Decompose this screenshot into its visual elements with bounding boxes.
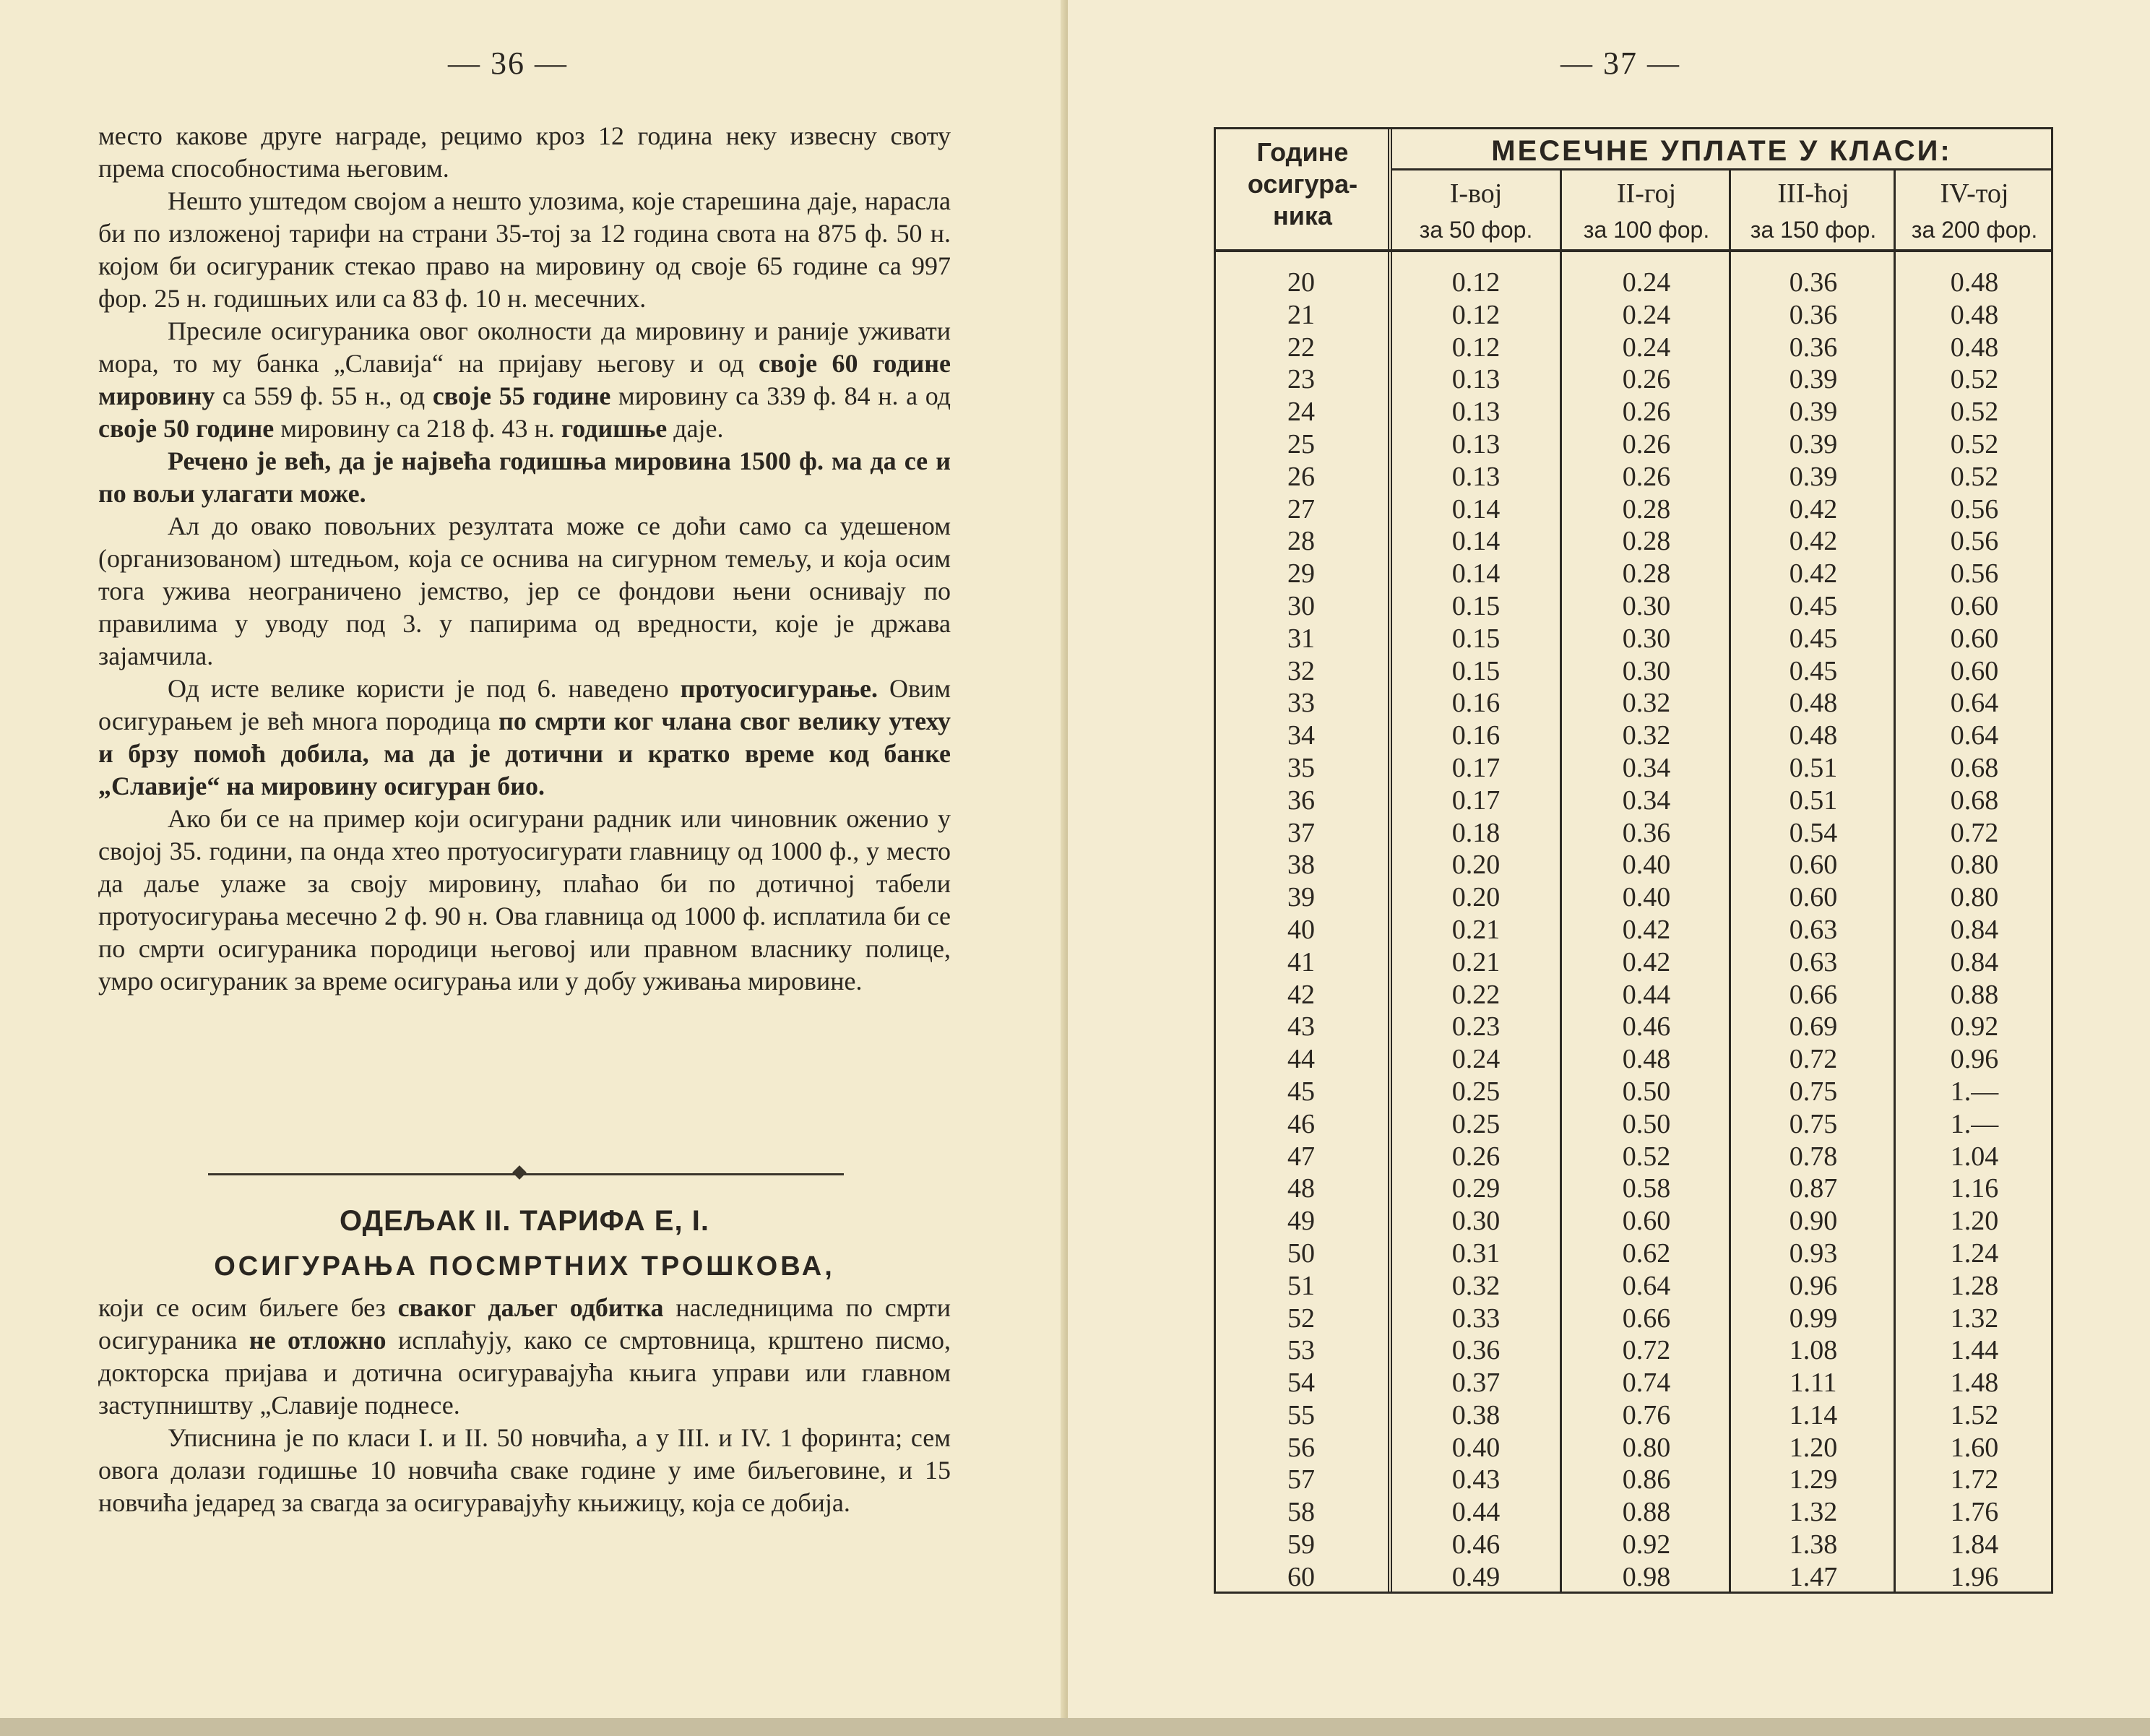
header-bottom-rule <box>1216 249 2051 252</box>
premium-cell: 0.31 <box>1451 1238 1501 1269</box>
column-header-class-4: IV-тој за 200 фор. <box>1911 178 2038 243</box>
premium-cell: 0.64 <box>1950 720 1999 751</box>
age-cell: 25 <box>1287 428 1315 459</box>
premium-cell: 0.36 <box>1789 267 1838 298</box>
premium-cell: 0.39 <box>1789 461 1838 492</box>
premium-cell: 0.52 <box>1950 397 1999 428</box>
premium-cell: 0.98 <box>1622 1561 1671 1592</box>
body-text-bottom <box>98 1292 951 1519</box>
premium-cell: 0.56 <box>1950 526 1999 557</box>
premium-cell: 0.96 <box>1950 1044 1999 1075</box>
premium-cell: 0.99 <box>1789 1303 1838 1334</box>
age-cell: 33 <box>1287 688 1315 719</box>
premium-cell: 1.48 <box>1950 1368 1999 1399</box>
premium-cell: 0.60 <box>1622 1206 1671 1237</box>
premium-cell: 0.17 <box>1451 785 1501 816</box>
premium-cell: 1.— <box>1950 1076 1999 1107</box>
premium-cell: 0.39 <box>1789 364 1838 395</box>
premium-cell: 0.26 <box>1622 461 1671 492</box>
text-run: Уписнина је по класи I. и II. 50 новчића, а у III. и IV. 1 форинта; сем овога долази годишње 10 новчића сваке године у име биљеговине, и 15 новчића једаред за свагда за осигуравајућу књижицу, која се добија. <box>98 1423 951 1517</box>
age-cell: 48 <box>1287 1173 1315 1204</box>
premium-cell: 0.88 <box>1950 979 1999 1010</box>
premium-cell: 0.32 <box>1622 688 1671 719</box>
premium-cell: 0.52 <box>1950 428 1999 459</box>
premium-cell: 0.21 <box>1451 946 1501 977</box>
premium-cell: 0.28 <box>1622 526 1671 557</box>
text-run: мировину са 218 ф. 43 н. <box>274 414 561 443</box>
premium-cell: 0.45 <box>1789 590 1838 621</box>
text-run: Овим осигурањем је већ многа породица <box>98 674 951 735</box>
premium-cell: 0.74 <box>1622 1368 1671 1399</box>
age-cell: 56 <box>1287 1432 1315 1463</box>
premium-cell: 0.32 <box>1622 720 1671 751</box>
premium-cell: 0.29 <box>1451 1173 1501 1204</box>
age-cell: 52 <box>1287 1303 1315 1334</box>
premium-cell: 1.52 <box>1950 1399 1999 1430</box>
age-cell: 22 <box>1287 332 1315 363</box>
body-text-top <box>98 120 951 998</box>
premium-cell: 0.39 <box>1789 397 1838 428</box>
premium-cell: 0.30 <box>1622 655 1671 686</box>
text-run: Пресиле осигураника овог околности да мировину и раније уживати мора, то му банка „Славија“ на пријаву његову и од <box>98 316 951 378</box>
paragraph <box>98 185 951 315</box>
premium-cell: 0.75 <box>1789 1076 1838 1107</box>
premium-cell: 0.40 <box>1622 882 1671 913</box>
premium-cell: 0.26 <box>1622 364 1671 395</box>
years-header: Године осигура- ника <box>1247 137 1358 230</box>
age-cell: 35 <box>1287 752 1315 783</box>
text-run: наследницима по смрти осигураника <box>98 1293 951 1355</box>
bold-text: своје 60 године мировину <box>98 349 951 410</box>
premium-cell: 0.26 <box>1622 397 1671 428</box>
premium-cell: 0.80 <box>1950 850 1999 881</box>
text-run: Ал до овако повољних резултата може се доћи само са удешеном (организованом) штедњом, која се оснива на сигурном темељу, и која осим тога ужива неограничено јемство, јер се фондови њени оснивају по правилима у уводу под 3. у папирима од вредности, које је држава зајамчила. <box>98 511 951 670</box>
premium-cell: 0.69 <box>1789 1011 1838 1042</box>
premium-cell: 0.60 <box>1789 882 1838 913</box>
premium-cell: 1.32 <box>1789 1497 1838 1528</box>
age-cell: 26 <box>1287 461 1315 492</box>
premium-cell: 0.30 <box>1451 1206 1501 1237</box>
age-cell: 45 <box>1287 1076 1315 1107</box>
age-cell: 32 <box>1287 655 1315 686</box>
premium-cell: 0.56 <box>1950 493 1999 524</box>
age-cell: 29 <box>1287 558 1315 590</box>
age-cell: 38 <box>1287 850 1315 881</box>
age-cell: 47 <box>1287 1141 1315 1172</box>
paragraph <box>98 1422 951 1519</box>
bold-text: Речено је већ, да је највећа годишња мировина 1500 ф. ма да се и по вољи улагати може. <box>98 446 951 508</box>
premium-cell: 0.80 <box>1950 882 1999 913</box>
premium-cell: 1.20 <box>1789 1432 1838 1463</box>
premium-cell: 0.66 <box>1622 1303 1671 1334</box>
premium-cell: 0.14 <box>1451 493 1501 524</box>
premium-cell: 1.96 <box>1950 1561 1999 1592</box>
premium-cell: 1.32 <box>1950 1303 1999 1334</box>
premium-cell: 0.36 <box>1622 817 1671 848</box>
premium-cell: 0.45 <box>1789 655 1838 686</box>
age-cell: 43 <box>1287 1011 1315 1042</box>
paragraph <box>98 445 951 510</box>
premium-cell: 0.64 <box>1622 1270 1671 1301</box>
premium-cell: 0.48 <box>1789 720 1838 751</box>
premium-cell: 0.72 <box>1622 1335 1671 1366</box>
section-subtitle: ОСИГУРАЊА ПОСМРТНИХ ТРОШКОВА, <box>214 1251 835 1282</box>
divider-ornament-icon <box>512 1165 527 1180</box>
page-number-left: — 36 — <box>448 46 568 81</box>
premium-cell: 0.51 <box>1789 752 1838 783</box>
premium-cell: 0.50 <box>1622 1076 1671 1107</box>
premium-cell: 0.52 <box>1950 364 1999 395</box>
premium-cell: 0.45 <box>1789 623 1838 654</box>
column-header-class-1: I-вој за 50 фор. <box>1419 178 1533 243</box>
premium-cell: 0.24 <box>1622 299 1671 330</box>
premium-cell: 1.44 <box>1950 1335 1999 1366</box>
premium-cell: 0.15 <box>1451 623 1501 654</box>
premium-cell: 0.33 <box>1451 1303 1501 1334</box>
bold-text: своје 55 године <box>432 381 611 410</box>
premium-cell: 0.42 <box>1622 946 1671 977</box>
premium-cell: 0.13 <box>1451 397 1501 428</box>
age-cell: 21 <box>1287 299 1315 330</box>
premium-cell: 0.78 <box>1789 1141 1838 1172</box>
premium-cell: 0.13 <box>1451 461 1501 492</box>
premium-cell: 0.24 <box>1622 332 1671 363</box>
premium-cell: 0.39 <box>1789 428 1838 459</box>
premium-cell: 0.96 <box>1789 1270 1838 1301</box>
premium-cell: 1.47 <box>1789 1561 1838 1592</box>
premium-cell: 0.40 <box>1622 850 1671 881</box>
header-rule <box>1392 168 2051 170</box>
premium-cell: 0.42 <box>1789 558 1838 590</box>
premium-cell: 0.20 <box>1451 882 1501 913</box>
premium-cell: 0.60 <box>1950 623 1999 654</box>
column-divider <box>1894 168 1896 1592</box>
premium-cell: 1.28 <box>1950 1270 1999 1301</box>
class-1-column <box>1392 267 1560 1594</box>
text-run: мировину са 339 ф. 84 н. а од <box>610 381 951 410</box>
premium-cell: 0.16 <box>1451 688 1501 719</box>
premium-cell: 0.50 <box>1622 1108 1671 1139</box>
premium-cell: 0.92 <box>1622 1529 1671 1560</box>
premium-cell: 0.26 <box>1622 428 1671 459</box>
premium-cell: 0.52 <box>1950 461 1999 492</box>
premium-cell: 1.38 <box>1789 1529 1838 1560</box>
premium-cell: 0.42 <box>1789 493 1838 524</box>
premium-cell: 0.76 <box>1622 1399 1671 1430</box>
premium-cell: 0.60 <box>1789 850 1838 881</box>
premium-cell: 0.48 <box>1950 267 1999 298</box>
premium-cell: 0.46 <box>1451 1529 1501 1560</box>
text-run: место какове друге награде, рецимо кроз 12 година неку извесну своту према способностима његовим. <box>98 121 951 183</box>
bold-text: по смрти ког члана свог велику утеху и брзу помоћ добила, ма да је дотични и кратко време код банке „Славије“ на мировину осигуран био. <box>98 707 951 800</box>
premium-cell: 0.37 <box>1451 1368 1501 1399</box>
premium-cell: 0.40 <box>1451 1432 1501 1463</box>
premium-cell: 0.48 <box>1950 332 1999 363</box>
age-cell: 27 <box>1287 493 1315 524</box>
paragraph <box>98 120 951 185</box>
age-cell: 40 <box>1287 914 1315 945</box>
premium-cell: 1.29 <box>1789 1464 1838 1495</box>
premium-cell: 0.34 <box>1622 752 1671 783</box>
premium-cell: 0.36 <box>1789 332 1838 363</box>
premium-cell: 0.90 <box>1789 1206 1838 1237</box>
premium-cell: 0.60 <box>1950 590 1999 621</box>
text-run: који се осим биљеге без <box>98 1293 398 1322</box>
premium-cell: 0.84 <box>1950 946 1999 977</box>
class-2-column <box>1564 267 1729 1594</box>
text-run: са 559 ф. 55 н., од <box>215 381 433 410</box>
premium-table <box>1214 127 2053 1594</box>
paragraph <box>98 315 951 445</box>
premium-cell: 0.32 <box>1451 1270 1501 1301</box>
premium-cell: 0.30 <box>1622 590 1671 621</box>
column-header-class-3: III-ћој за 150 фор. <box>1750 178 1877 243</box>
premium-cell: 0.84 <box>1950 914 1999 945</box>
premium-cell: 0.38 <box>1451 1399 1501 1430</box>
age-cell: 41 <box>1287 946 1315 977</box>
age-cell: 60 <box>1287 1561 1315 1592</box>
age-cell: 23 <box>1287 364 1315 395</box>
premium-cell: 0.12 <box>1451 267 1501 298</box>
bold-text: протуосигурање. <box>680 674 878 703</box>
book-bottom-edge <box>0 1718 2150 1736</box>
premium-cell: 0.62 <box>1622 1238 1671 1269</box>
premium-cell: 0.68 <box>1950 752 1999 783</box>
premium-cell: 1.11 <box>1789 1368 1837 1399</box>
premium-cell: 0.20 <box>1451 850 1501 881</box>
premium-cell: 0.86 <box>1622 1464 1671 1495</box>
premium-cell: 0.15 <box>1451 655 1501 686</box>
premium-cell: 0.60 <box>1950 655 1999 686</box>
premium-cell: 1.16 <box>1950 1173 1999 1204</box>
premium-cell: 0.63 <box>1789 946 1838 977</box>
text-run: Ако би се на пример који осигурани радник или чиновник оженио у својој 35. години, па онда хтео протуосигурати главницу од 1000 ф., у место да даље улаже за своју мировину, плаћао би по дотичној табели протуосигурања месечно 2 ф. 90 н. Ова главница од 1000 ф. исплатила би се по смрти осигураника породици његовој или правном власнику полице, умро осигураник за време осигурања или у добу уживања мировине. <box>98 804 951 996</box>
bold-text: сваког даљег одбитка <box>397 1293 664 1322</box>
premium-cell: 1.24 <box>1950 1238 1999 1269</box>
premium-cell: 0.21 <box>1451 914 1501 945</box>
age-cell: 20 <box>1287 267 1315 298</box>
premium-cell: 1.08 <box>1789 1335 1838 1366</box>
premium-cell: 0.46 <box>1622 1011 1671 1042</box>
paragraph <box>98 803 951 998</box>
bold-text: своје 50 године <box>98 414 275 443</box>
premium-cell: 0.28 <box>1622 558 1671 590</box>
premium-cell: 0.26 <box>1451 1141 1501 1172</box>
premium-cell: 0.92 <box>1950 1011 1999 1042</box>
premium-cell: 0.63 <box>1789 914 1838 945</box>
text-run: даје. <box>667 414 724 443</box>
premium-cell: 0.42 <box>1622 914 1671 945</box>
premium-cell: 0.36 <box>1789 299 1838 330</box>
premium-cell: 0.54 <box>1789 817 1838 848</box>
premium-cell: 0.42 <box>1789 526 1838 557</box>
age-cell: 28 <box>1287 526 1315 557</box>
age-cell: 44 <box>1287 1044 1315 1075</box>
column-header-class-2: II-гој за 100 фор. <box>1583 178 1710 243</box>
premium-cell: 0.14 <box>1451 558 1501 590</box>
paragraph <box>98 673 951 803</box>
premium-cell: 0.64 <box>1950 688 1999 719</box>
text-run: исплаћују, како се смртовница, крштено писмо, докторска пријава и дотична осигуравајућа књига управи или главном заступништву „Славије поднесе. <box>98 1326 951 1420</box>
right-page <box>1068 0 2150 1736</box>
premium-cell: 0.72 <box>1789 1044 1838 1075</box>
age-cell: 37 <box>1287 817 1315 848</box>
column-divider <box>1560 168 1562 1592</box>
premium-cell: 0.36 <box>1451 1335 1501 1366</box>
premium-cell: 0.25 <box>1451 1108 1501 1139</box>
bold-text: годишње <box>561 414 668 443</box>
premium-cell: 1.84 <box>1950 1529 1999 1560</box>
age-cell: 57 <box>1287 1464 1315 1495</box>
premium-cell: 1.20 <box>1950 1206 1999 1237</box>
premium-cell: 0.13 <box>1451 428 1501 459</box>
class-3-column <box>1733 267 1894 1594</box>
premium-cell: 0.56 <box>1950 558 1999 590</box>
age-cell: 30 <box>1287 590 1315 621</box>
premium-cell: 1.72 <box>1950 1464 1999 1495</box>
age-cell: 24 <box>1287 397 1315 428</box>
text-run: Од исте велике користи је под 6. наведено <box>168 674 681 703</box>
premium-cell: 0.43 <box>1451 1464 1501 1495</box>
column-divider <box>1729 168 1731 1592</box>
age-cell: 55 <box>1287 1399 1315 1430</box>
premium-cell: 0.24 <box>1451 1044 1501 1075</box>
premium-cell: 1.60 <box>1950 1432 1999 1463</box>
premium-cell: 0.12 <box>1451 332 1501 363</box>
paragraph <box>98 1292 951 1422</box>
years-column <box>1216 267 1386 1594</box>
age-cell: 49 <box>1287 1206 1315 1237</box>
premium-cell: 0.48 <box>1789 688 1838 719</box>
premium-cell: 1.14 <box>1789 1399 1838 1430</box>
class-4-column <box>1898 267 2051 1594</box>
age-cell: 31 <box>1287 623 1315 654</box>
premium-cell: 0.48 <box>1950 299 1999 330</box>
premium-cell: 0.28 <box>1622 493 1671 524</box>
premium-cell: 0.16 <box>1451 720 1501 751</box>
premium-cell: 1.76 <box>1950 1497 1999 1528</box>
premium-cell: 1.— <box>1950 1108 1999 1139</box>
premium-cell: 0.48 <box>1622 1044 1671 1075</box>
text-run: Нешто уштедом својом а нешто улозима, које старешина даје, нарасла би по изложеној тарифи на страни 35-тој за 12 година свота на 875 ф. 50 н. којом би осигураник стекао право на мировину од своје 65 године са 997 фор. 25 н. годишњих или са 83 ф. 10 н. месечних. <box>98 186 951 313</box>
premium-cell: 0.13 <box>1451 364 1501 395</box>
premium-cell: 0.25 <box>1451 1076 1501 1107</box>
premium-cell: 0.93 <box>1789 1238 1838 1269</box>
section-divider <box>208 1173 844 1175</box>
premium-cell: 0.15 <box>1451 590 1501 621</box>
premium-cell: 0.34 <box>1622 785 1671 816</box>
premium-cell: 0.58 <box>1622 1173 1671 1204</box>
age-cell: 53 <box>1287 1335 1315 1366</box>
premium-cell: 0.23 <box>1451 1011 1501 1042</box>
monthly-payments-header: МЕСЕЧНЕ УПЛАТЕ У КЛАСИ: <box>1491 135 1952 167</box>
premium-cell: 0.75 <box>1789 1108 1838 1139</box>
premium-cell: 0.24 <box>1622 267 1671 298</box>
premium-cell: 0.87 <box>1789 1173 1838 1204</box>
premium-cell: 0.52 <box>1622 1141 1671 1172</box>
premium-cell: 0.18 <box>1451 817 1501 848</box>
age-cell: 54 <box>1287 1368 1315 1399</box>
age-cell: 34 <box>1287 720 1315 751</box>
premium-cell: 0.66 <box>1789 979 1838 1010</box>
paragraph <box>98 510 951 673</box>
premium-cell: 0.72 <box>1950 817 1999 848</box>
age-cell: 51 <box>1287 1270 1315 1301</box>
premium-cell: 0.44 <box>1622 979 1671 1010</box>
premium-cell: 0.88 <box>1622 1497 1671 1528</box>
premium-cell: 0.22 <box>1451 979 1501 1010</box>
age-cell: 36 <box>1287 785 1315 816</box>
age-cell: 59 <box>1287 1529 1315 1560</box>
premium-cell: 0.68 <box>1950 785 1999 816</box>
age-cell: 50 <box>1287 1238 1315 1269</box>
premium-cell: 0.80 <box>1622 1432 1671 1463</box>
premium-cell: 1.04 <box>1950 1141 1999 1172</box>
section-title: ОДЕЉАК II. ТАРИФА Е, I. <box>340 1205 709 1237</box>
age-cell: 42 <box>1287 979 1315 1010</box>
page-number-right: — 37 — <box>1560 46 1680 81</box>
age-cell: 58 <box>1287 1497 1315 1528</box>
premium-cell: 0.12 <box>1451 299 1501 330</box>
premium-cell: 0.17 <box>1451 752 1501 783</box>
age-cell: 39 <box>1287 882 1315 913</box>
left-page <box>0 0 1068 1736</box>
premium-cell: 0.30 <box>1622 623 1671 654</box>
premium-cell: 0.49 <box>1451 1561 1501 1592</box>
age-cell: 46 <box>1287 1108 1315 1139</box>
premium-cell: 0.14 <box>1451 526 1501 557</box>
bold-text: не отложно <box>249 1326 387 1355</box>
premium-cell: 0.51 <box>1789 785 1838 816</box>
premium-cell: 0.44 <box>1451 1497 1501 1528</box>
